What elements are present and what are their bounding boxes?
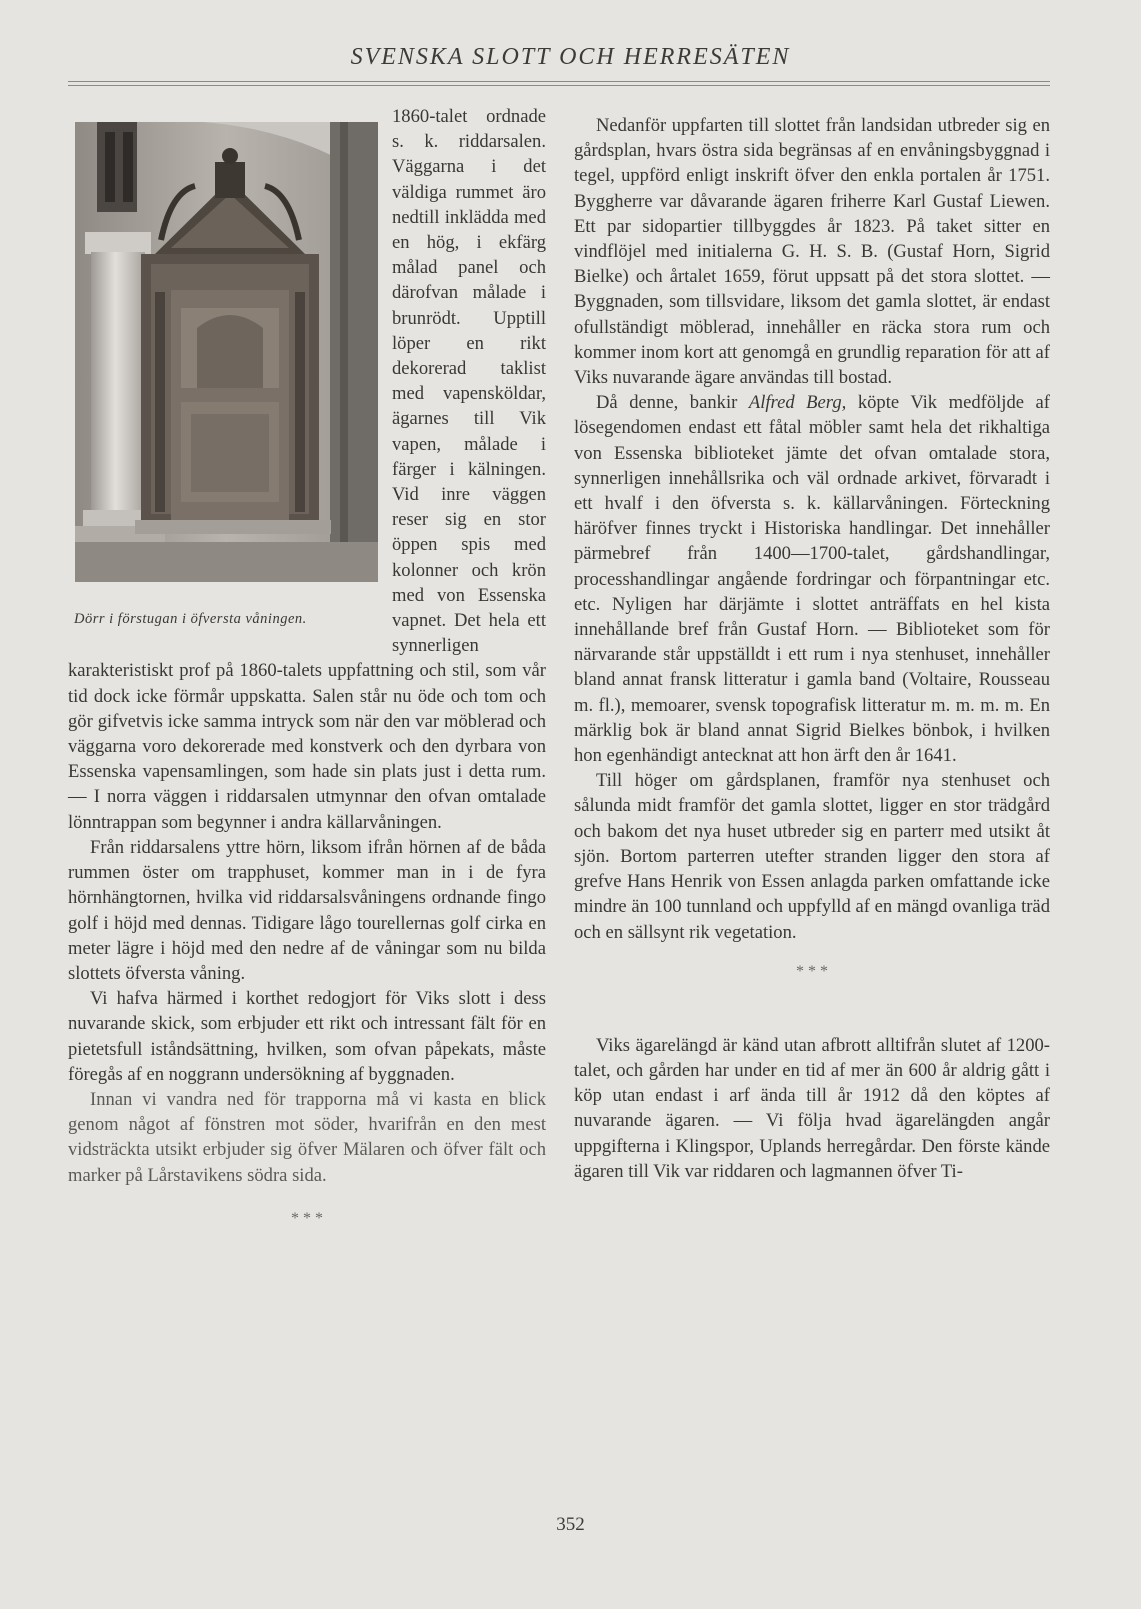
left-paragraph-3: Vi hafva härmed i korthet redogjort för Viks slott i dess nuvarande skick, som erbjuder ett rikt och intressant fält för en pietetsfull iståndsättning, hvilken, som ofvan påpekats, måste föregås af en noggrann undersökning af byggnaden. — [68, 988, 546, 1085]
right-paragraph-3: Till höger om gårdsplanen, framför nya stenhuset och sålunda midt framför det gamla slottet, ligger en stor trädgård och bakom det nya huset utbreder sig en parterr med utsikt åt sjön. Bortom parterren utefter stranden ligger den stora af grefve Hans Henrik von Essen anlagda parken omfattande icke mindre än 100 tunnland och uppfylld af en mängd ovanliga träd och en sällsynt rik vegetation. — [574, 770, 1050, 943]
right-paragraph-2 — [574, 390, 1050, 768]
left-paragraph-2: Från riddarsalens yttre hörn, liksom ifrån hörnen af de båda rummen öster om trapphuset, kommer man in i de fyra hörnhängtornen, hvilka vid riddarsalsvåningens ordnande fingo golf i höjd med dennas. Tidigare lågo tourellernas golf cirka en meter lägre i höjd med den nedre af de våningar som nu bilda slottets öfversta våning. — [68, 836, 546, 984]
header-rule-top — [68, 81, 1050, 82]
running-header: SVENSKA SLOTT OCH HERRESÄTEN — [350, 44, 791, 70]
right-paragraph-2-start: Då denne, bankir — [596, 392, 749, 414]
right-paragraph-1: Nedanför uppfarten till slottet från landsidan utbreder sig en gårdsplan, hvars östra sida begränsas af en envåningsbyggnad i tegel, uppförd enligt inskrift öfver den enkla portalen år 1751. Byggherre var dåvarande ägaren friherre Karl Gustaf Liewen. Ett par sidopartier tillbyggdes år 1823. På taket sitter en vindflöjel med initialerna G. H. S. B. (Gustaf Horn, Sigrid Bielke) och årtalet 1659, förut uppsatt på det stora slottet. — Byggnaden, som tillsvidare, liksom det gamla slottet, är endast ofullständigt möblerad, innehåller en räcka stora rum och kommer inom kort att genomgå en grundlig reparation för att af Viks nuvarande ägare användas till bostad. — [574, 115, 1050, 389]
door-photo — [75, 122, 378, 582]
figure-caption: Dörr i förstugan i öfversta våningen. — [74, 611, 307, 627]
header-rule-bottom — [68, 85, 1050, 86]
right-section-stars: * * * — [796, 962, 828, 980]
right-paragraph-4: Viks ägarelängd är känd utan afbrott alltifrån slutet af 1200-talet, och gården har under en tid af mer än 600 år aldrig gått i köp utan endast i arf ända till år 1912 då den köptes af nuvarande ägaren. — Vi följa hvad ägarelängden angår uppgifterna i Klingspor, Uplands herregårdar. Den förste kände ägaren till Vik var riddaren och lagmannen öfver Ti- — [574, 1034, 1050, 1182]
door-illustration — [75, 122, 378, 582]
page-number: 352 — [556, 1514, 585, 1535]
left-section-stars: * * * — [291, 1209, 323, 1227]
left-paragraph-4: Innan vi vandra ned för trapporna må vi kasta en blick genom något af fönstren mot söder, hvarifrån en den mest vidsträckta utsikt erbjuder sig öfver Mälaren och öfver fält och marker på Lårstavikens södra sida. — [68, 1088, 546, 1186]
person-name: Alfred Berg, — [748, 392, 847, 414]
left-paragraph-1: 1860-talet ordnade s. k. riddarsalen. Väggarna i det väldiga rummet äro nedtill inklädda med en hög, i ekfärg målad panel och därofvan målade i brunrödt. Upptill löper en rikt dekorerad taklist med vapensköldar, ägarnes till Vik vapen, målade i färger i kälningen. Vid inre väggen reser sig en stor öppen spis med kolonner och krön med von Essenska vapnet. Det hela ett synnerligen karakteristiskt prof på 1860-talets uppfattning och stil, som vår tid dock icke förmår uppskatta. Salen står nu öde och tom och gör gifvetvis icke samma intryck som när den var möblerad och väggarna voro dekorerade med konstverk och den dyrbara von Essenska vapensamlingen, som hade sin plats just i detta rum. — I norra väggen i riddarsalen utmynnar den ofvan omtalade lönntrappan som begynner i andra källarvåningen. — [68, 106, 546, 833]
right-paragraph-2-rest: köpte Vik medföljde af lösegendomen endast ett fåtal möbler samt hela det rikhaltiga von Essenska biblioteket jämte det ofvan omtalade stora, synnerligen innehållsrika och väl ordnade arkivet, förvaradt i ett hvalf i den öfversta s. k. källarvåningen. Förteckning häröfver finnes tryckt i Historiska handlingar. Det innehåller pärmebref från 1400—1700-talet, gårdshandlingar, processhandlingar angående fordringar och förpantningar etc. etc. Nyligen har därjämte i slottet anträffats en hel kista innehållande bref från Gustaf Horn. — Biblioteket som för närvarande står uppställdt i ett rum i nya stenhuset, innehåller bland annat fransk litteratur i gamla band (Voltaire, Rousseau m. fl.), memoarer, svensk topografisk litteratur m. m. m. m. En märklig bok är bland annat Sigrid Bielkes bönbok, i hvilken hon egenhändigt antecknat att hon ärft den år 1641. — [574, 392, 1051, 767]
left-column — [68, 104, 546, 1246]
right-column — [574, 113, 1050, 1184]
figure — [68, 104, 380, 650]
